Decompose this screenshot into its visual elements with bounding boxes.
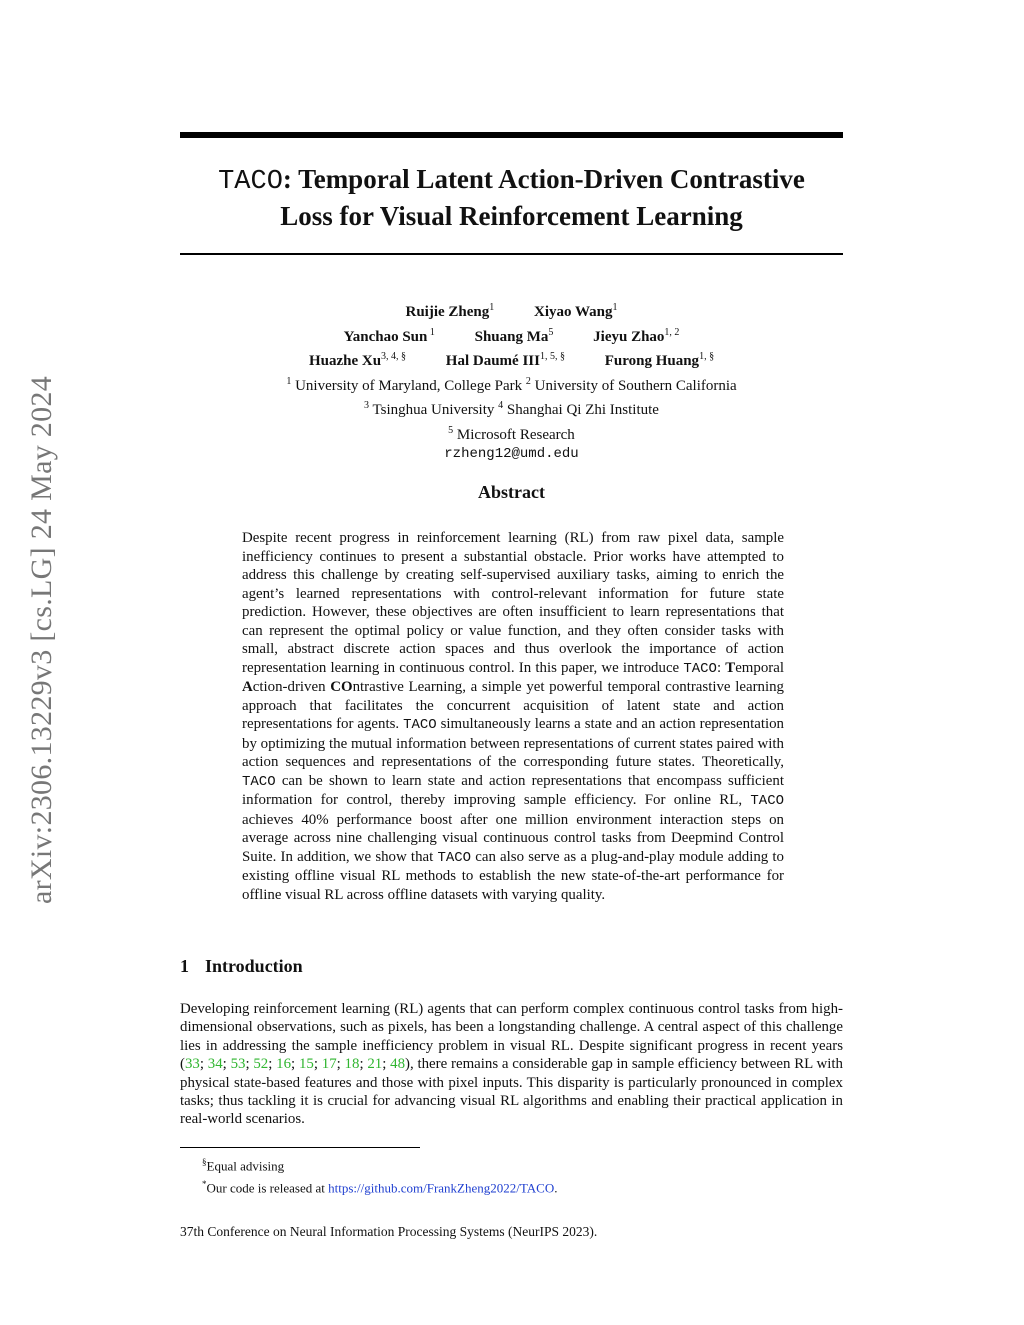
- citation-link[interactable]: 21: [367, 1056, 383, 1073]
- citation-link[interactable]: 53: [230, 1056, 246, 1073]
- citation-link[interactable]: 52: [253, 1056, 269, 1073]
- footnote-equal-advising: §Equal advising: [202, 1157, 285, 1174]
- author-block: [180, 298, 843, 465]
- abstract-heading: Abstract: [478, 482, 545, 502]
- title-top-rule: [180, 132, 843, 138]
- introduction-paragraph: Developing reinforcement learning (RL) agents that can perform complex continuous control tasks from high-dimensional observations, such as pixels, has been a longstanding challenge. A central aspect of this challenge lies in addressing the sample inefficiency problem in visual RL. Despite significant progress in recent years (33; 34; 53; 52; 16; 15; 17; 18; 21; 48), there remains a considerable gap in sample efficiency between RL with physical state-based features and those with pixel inputs. This disparity is particularly pronounced in complex tasks; thus tackling it is crucial for advancing visual RL algorithms and enabling their practical application in real-world scenarios.: [180, 1001, 843, 1128]
- abstract-body: Despite recent progress in reinforcement learning (RL) from raw pixel data, sample inefficiency continues to present a substantial obstacle. Prior works have attempted to address this challenge by creating self-supervised auxiliary tasks, aiming to enrich the agent’s learned representations with control-relevant information for future state prediction. However, these objectives are often insufficient to learn representations that can represent the optimal policy or value function, and they often consider tasks with small, abstract discrete action spaces and thus overlook the importance of action representation learning in continuous control. In this paper, we introduce TACO: Temporal Action-driven COntrastive Learning, a simple yet powerful temporal contrastive learning approach that facilitates the concurrent acquisition of latent state and action representations for agents. TACO simultaneously learns a state and an action representation by optimizing the mutual information between representations of current states paired with action sequences and representations of the corresponding future states. Theoretically, TACO can be shown to learn state and action representations that encompass sufficient information for control, thereby improving sample efficiency. For online RL, TACO achieves 40% performance boost after one million environment interaction steps on average across nine challenging visual continuous control tasks from Deepmind Control Suite. In addition, we show that TACO can also serve as a plug-and-play module adding to existing offline visual RL methods to establish the new state-of-the-art performance for offline visual RL across offline datasets with varying quality.: [242, 530, 784, 903]
- author: Jieyu Zhao$^{1, 2}$: [593, 326, 680, 345]
- method-name: TACO: [750, 793, 784, 809]
- author: Hal Daumé $III^{1, 5, \S}$: [445, 351, 565, 369]
- method-name: TACO: [218, 167, 283, 197]
- citation-link[interactable]: 33: [184, 1056, 200, 1073]
- title-line-1: : Temporal Latent Action-Driven Contrastive: [282, 164, 805, 194]
- citation-link[interactable]: 18: [344, 1056, 360, 1073]
- author: Huazhe $Xu^{3, 4, \S}$: [308, 351, 407, 369]
- author: Shuang Ma$^5$: [474, 326, 554, 345]
- author: Xiyao Wang$^1$: [534, 302, 618, 320]
- venue-line: 37th Conference on Neural Information Processing Systems (NeurIPS 2023).: [180, 1224, 598, 1239]
- method-name: TACO: [683, 660, 717, 677]
- github-link[interactable]: https://github.com/FrankZheng2022/TACO: [328, 1180, 555, 1196]
- citation-link[interactable]: 16: [276, 1056, 292, 1073]
- method-name: TACO: [437, 849, 472, 866]
- author-row-3: [180, 347, 843, 372]
- title-line-2: Loss for Visual Reinforcement Learning: [280, 201, 743, 231]
- author-row-1: [180, 298, 843, 323]
- affiliation-line-1: $^1$ University of Maryland, College Park $^2$ University of Southern California: [286, 375, 737, 394]
- footnotes: [202, 1153, 557, 1198]
- section-heading-introduction: 1 Introduction: [180, 956, 303, 976]
- footnote-code-release: *Our code is released at https://github.com/FrankZheng2022/TACO.: [202, 1179, 558, 1196]
- author: Ruijie Zheng$^1$: [405, 302, 495, 320]
- author-row-2: [180, 323, 843, 348]
- citation-link[interactable]: 34: [207, 1056, 223, 1073]
- citation-link[interactable]: 48: [390, 1056, 406, 1073]
- author: Furong Huang$^{1, \S}$: [604, 351, 715, 369]
- affiliation-line-3: $^5$ Microsoft Research: [448, 424, 575, 443]
- method-name: TACO: [242, 773, 276, 790]
- affiliation-line-2: $^3$ Tsinghua University $^4$ Shanghai Qi Zhi Institute: [364, 400, 659, 418]
- citation-link[interactable]: 15: [298, 1056, 314, 1073]
- citation-link[interactable]: 17: [321, 1056, 337, 1073]
- author: Yanchao Sun $^1$: [343, 326, 435, 345]
- paper-title: [180, 162, 843, 233]
- title-bottom-rule: [180, 253, 843, 255]
- footnote-rule: [180, 1147, 420, 1148]
- author-email: rzheng12@umd.edu: [444, 446, 579, 462]
- arxiv-identifier: [2, 340, 82, 940]
- arxiv-identifier-text: arXiv:2306.13229v3 [cs.LG] 24 May 2024: [25, 376, 58, 904]
- method-name: TACO: [403, 717, 437, 733]
